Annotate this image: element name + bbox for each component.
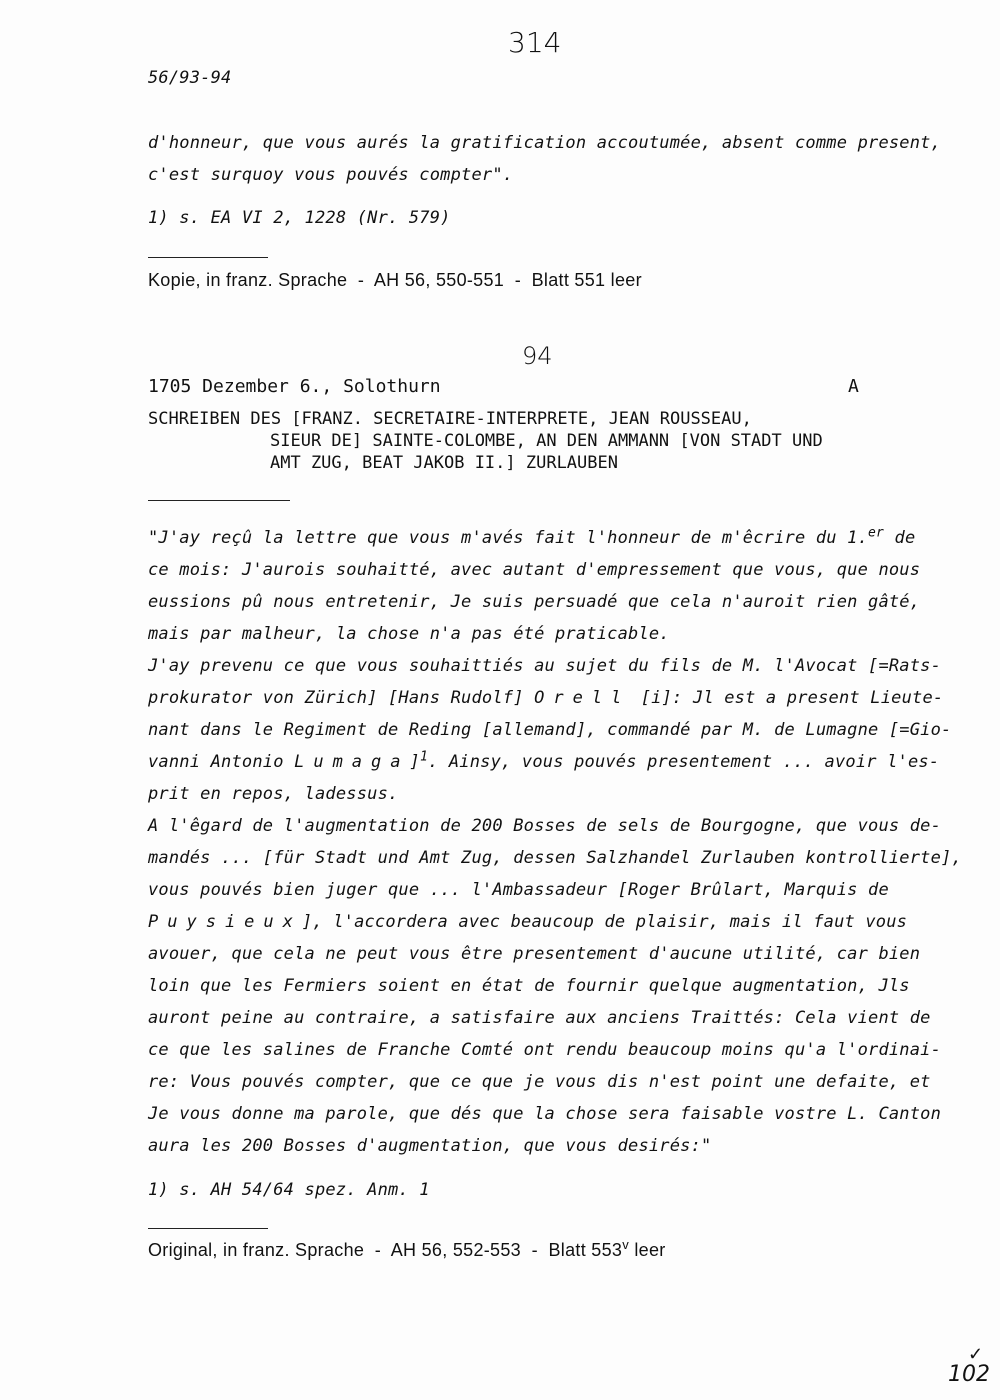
body-line: vanni Antonio Lumaga]$^1$. Ainsy, vous pouvés presentement ... avoir l'es- — [148, 749, 940, 772]
document-heading-line-1: SCHREIBEN DES [FRANZ. SECRETAIRE-INTERPRETE, JEAN ROUSSEAU, — [148, 409, 752, 429]
body-line: A l'êgard de l'augmentation de 200 Bosses de sels de Bourgogne, que vous de- — [148, 816, 942, 836]
body-line: avouer, que cela ne peut vous être presentement d'aucune utilité, car bien — [148, 944, 921, 964]
body-line: J'ay prevenu ce que vous souhaittiés au sujet du fils de M. l'Avocat [=Rats- — [148, 656, 942, 676]
body-line: re: Vous pouvés compter, que ce que je vous dis n'est point une defaite, et — [148, 1072, 931, 1092]
body-line: aura les 200 Bosses d'augmentation, que vous desirés:" — [148, 1136, 712, 1156]
spaced-name-puysieux: Puysieux — [148, 912, 302, 932]
body-line: "J'ay reçû la lettre que vous m'avés fait l'honneur de m'êcrire du 1.$^{er}$ de — [148, 525, 916, 548]
body-line: prokurator von Zürich] [Hans Rudolf] Orell [i]: Jl est a present Lieute- — [148, 688, 944, 708]
spaced-name-lumaga: Lumaga — [294, 752, 410, 772]
continuation-line-1: d'honneur, que vous aurés la gratification accoutumée, absent comme present, — [148, 133, 942, 153]
body-line: Puysieux], l'accordera avec beaucoup de plaisir, mais il faut vous — [148, 912, 908, 932]
body-line: nant dans le Regiment de Reding [allemand], commandé par M. de Lumagne [=Gio- — [148, 720, 952, 740]
body-line: ce mois: J'aurois souhaitté, avec autant d'empressement que vous, que nous — [148, 560, 921, 580]
continuation-footnote: 1) s. EA VI 2, 1228 (Nr. 579) — [148, 208, 451, 228]
body-line: auront peine au contraire, a satisfaire aux anciens Traittés: Cela vient de — [148, 1008, 931, 1028]
check-mark: ✓ — [968, 1344, 984, 1365]
body-line: loin que les Fermiers soient en état de fournir quelque augmentation, Jls — [148, 976, 910, 996]
body-line: Je vous donne ma parole, que dés que la chose sera faisable vostre L. Canton — [148, 1104, 942, 1124]
body-line: prit en repos, ladessus. — [148, 784, 399, 804]
document-date-place: 1705 Dezember 6., Solothurn — [148, 376, 441, 397]
document-source-line: Original, in franz. Sprache - AH 56, 552-553 - Blatt 553$^v$ leer — [148, 1237, 666, 1260]
body-line: mandés ... [für Stadt und Amt Zug, dessen Salzhandel Zurlauben kontrollierte], — [148, 848, 962, 868]
spaced-name-orell: Orell — [534, 688, 631, 708]
body-line: eussions pû nous entretenir, Je suis persuadé que cela n'auroit rien gâté, — [148, 592, 921, 612]
document-footnote: 1) s. AH 54/64 spez. Anm. 1 — [148, 1180, 430, 1200]
handwritten-page-number: 314 — [508, 26, 562, 59]
heading-separator — [148, 500, 290, 501]
document-heading-line-3: AMT ZUG, BEAT JAKOB II.] ZURLAUBEN — [270, 453, 618, 473]
continuation-line-2: c'est surquoy vous pouvés compter". — [148, 165, 514, 185]
footnote-separator — [148, 1228, 268, 1229]
footnote-separator — [148, 257, 268, 258]
continuation-source-line: Kopie, in franz. Sprache - AH 56, 550-551 - Blatt 551 leer — [148, 270, 642, 290]
body-line: mais par malheur, la chose n'a pas été praticable. — [148, 624, 670, 644]
document-classification: A — [848, 376, 859, 397]
document-number: 94 — [522, 342, 553, 370]
reference-number: 56/93-94 — [148, 68, 232, 88]
document-heading-line-2: SIEUR DE] SAINTE-COLOMBE, AN DEN AMMANN [VON STADT UND — [270, 431, 823, 451]
handwritten-archive-number: 102 — [948, 1362, 990, 1387]
body-line: vous pouvés bien juger que ... l'Ambassadeur [Roger Brûlart, Marquis de — [148, 880, 889, 900]
body-line: ce que les salines de Franche Comté ont rendu beaucoup moins qu'a l'ordinai- — [148, 1040, 942, 1060]
